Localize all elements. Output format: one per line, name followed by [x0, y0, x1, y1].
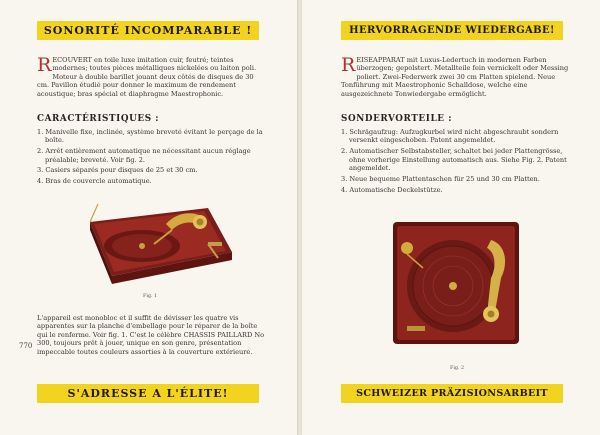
- list-item: 1. Schrägaufzug: Aufzugkurbel wird nicht abgeschraubt sondern versenkt eingeschoben. Patent angemeldet.: [341, 128, 559, 145]
- left-intro-text: ECOUVERT en toile luxe imitation cuir, feutré; teintes modernes; toutes pièces métalliques nickelées ou laiton poli. Moteur à double barillet jouant deux côtés de disques de 30 cm. Pavillon étudié pour donner le maximum de rendement acoustique; bras spécial et diaphragme Maestrophonic.: [37, 56, 257, 98]
- right-top-banner: HERVORRAGENDE WIEDERGABE!: [341, 21, 563, 40]
- left-page: [0, 0, 298, 435]
- right-intro-text: EISEAPPARAT mit Luxus-Ledertuch in modernen Farben überzogen; gepolstert. Metallteile fein vernickelt oder Messing poliert. Zwei-Federwerk zwei 30 cm Platten spielend. Neue Tonführung mit Maestrophonic Schalldose, welche eine ausgezeichnete Tonwiedergabe ermöglicht.: [341, 56, 569, 98]
- left-bottom-banner: S'ADRESSE A L'ÉLITE!: [37, 384, 259, 403]
- left-feature-list: [37, 128, 269, 188]
- list-item: 3. Neue bequeme Plattentaschen für 25 und 30 cm Platten.: [341, 174, 540, 183]
- page-number: 770: [19, 342, 33, 350]
- right-drop-cap: R: [341, 54, 356, 76]
- right-intro-paragraph: [341, 56, 571, 98]
- turntable-figure-2: [393, 222, 519, 344]
- figure-2-caption: Fig. 2: [450, 366, 465, 371]
- left-top-banner: SONORITÉ INCOMPARABLE !: [37, 21, 259, 40]
- list-item: 2. Automatischer Selbstabsteller, schaltet bei jeder Plattengrösse, ohne vorherige Einstellung automatisch aus. Siehe Fig. 2. Patent angemeldet.: [341, 147, 567, 173]
- list-item: 3. Casiers séparés pour disques de 25 et 30 cm.: [37, 166, 198, 175]
- list-item: 2. Arrêt entièrement automatique ne nécessitant aucun réglage préalable; breveté. Voir fig. 2.: [37, 147, 251, 164]
- right-section-heading: SONDERVORTEILE :: [341, 114, 453, 124]
- right-page: [302, 0, 600, 435]
- figure-1-caption: Fig. 1: [143, 294, 158, 299]
- right-feature-list: [341, 128, 573, 196]
- right-bottom-banner: SCHWEIZER PRÄZISIONSARBEIT: [341, 384, 563, 403]
- gramophone-figure-1: [76, 202, 236, 290]
- list-item: 4. Bras de couvercle automatique.: [37, 177, 152, 186]
- left-drop-cap: R: [37, 54, 52, 76]
- left-intro-paragraph: [37, 56, 265, 98]
- left-section-heading: CARACTÉRISTIQUES :: [37, 114, 160, 124]
- left-bottom-paragraph: L'appareil est monobloc et il suffit de dévisser les quatre vis apparentes sur la planche d'embellage pour le réparer de la boîte qui le renferme. Voir fig. 1. C'est le célèbre CHASSIS PAILLARD No 300, toujours prêt à jouer, unique en son genre, présentation impeccable toutes couleurs assorties à la couverture extérieure.: [37, 314, 265, 356]
- list-item: 4. Automatische Deckelstütze.: [341, 185, 443, 194]
- list-item: 1. Manivelle fixe, inclinée, système breveté évitant le perçage de la boîte.: [37, 128, 263, 145]
